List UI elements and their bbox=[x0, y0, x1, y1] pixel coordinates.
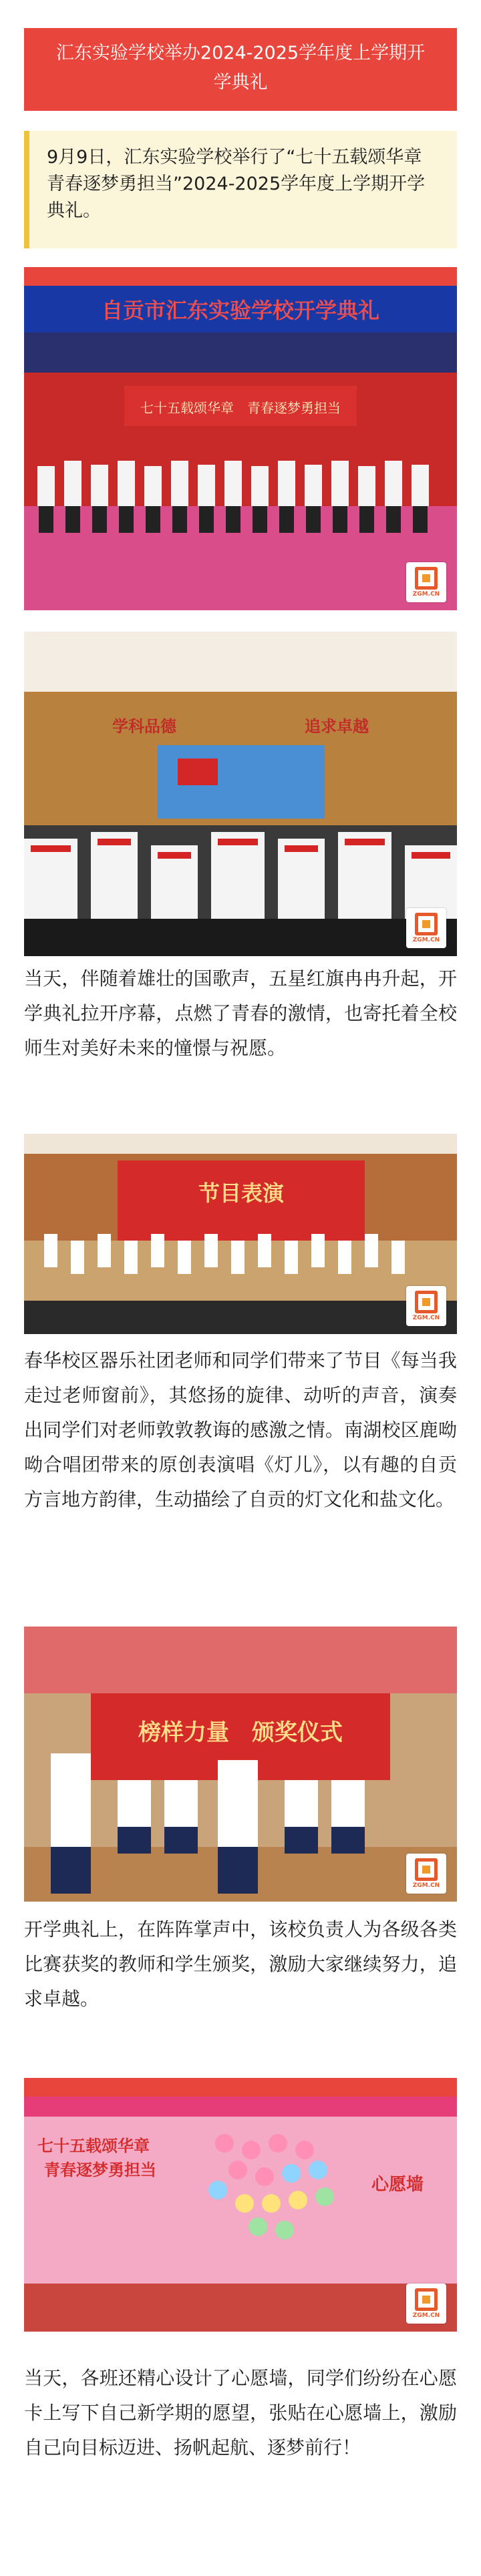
wishwall-photo-svg bbox=[24, 2097, 457, 2332]
hall-photo-svg bbox=[24, 632, 457, 956]
photo-top-bar bbox=[24, 2078, 457, 2097]
stage-photo-svg bbox=[24, 286, 457, 610]
photo-flag-salute bbox=[24, 632, 457, 956]
awards-photo-svg bbox=[24, 1627, 457, 1902]
paragraph-anthem: 当天，伴随着雄壮的国歌声，五星红旗冉冉升起，开学典礼拉开序幕，点燃了青春的激情，也寄托着全校师生对美好未来的憧憬与祝愿。 bbox=[24, 968, 457, 1059]
board-title-1: 七十五载颂华章 bbox=[37, 2137, 150, 2155]
watermark-logo: ZGM.CN bbox=[406, 1854, 446, 1894]
photo-top-bar bbox=[24, 267, 457, 286]
performance-photo-svg bbox=[24, 1134, 457, 1334]
screen-text: 榜样力量 颁奖仪式 bbox=[138, 1719, 343, 1746]
watermark-logo: ZGM.CN bbox=[406, 562, 446, 602]
article-title: 汇东实验学校举办2024-2025学年度上学期开学典礼 bbox=[24, 28, 457, 111]
photo-wish-wall bbox=[24, 2097, 457, 2332]
board-title-2: 青春逐梦勇担当 bbox=[44, 2161, 156, 2179]
paragraph-awards: 开学典礼上，在阵阵掌声中，该校负责人为各级各类比赛获奖的教师和学生颁奖，激励大家继续努力，追求卓越。 bbox=[24, 1918, 457, 2010]
banner-text: 自贡市汇东实验学校开学典礼 bbox=[101, 298, 380, 323]
wall-left-text: 学科品德 bbox=[112, 717, 176, 736]
paragraph-performance: 春华校区器乐社团老师和同学们带来了节目《每当我走过老师窗前》，其悠扬的旋律、动听的声音，演奏出同学们对老师敦敦教诲的感激之情。南湖校区鹿呦呦合唱团带来的原创表演唱《灯儿》，以有趣的自贡方言地方韵律，生动描绘了自贡的灯文化和盐文化。 bbox=[24, 1349, 457, 1510]
photo-awards bbox=[24, 1627, 457, 1902]
screen-text: 节目表演 bbox=[198, 1180, 285, 1206]
photo-stage-ceremony bbox=[24, 286, 457, 610]
watermark-logo: ZGM.CN bbox=[406, 908, 446, 948]
watermark-logo: ZGM.CN bbox=[406, 2284, 446, 2324]
screen-text: 七十五载颂华章 青春逐梦勇担当 bbox=[140, 400, 341, 416]
watermark-logo: ZGM.CN bbox=[406, 1286, 446, 1326]
photo-performance bbox=[24, 1134, 457, 1334]
wall-right-text: 追求卓越 bbox=[305, 717, 369, 736]
board-right-text: 心愿墙 bbox=[371, 2175, 424, 2195]
paragraph-wish-wall: 当天，各班还精心设计了心愿墙，同学们纷纷在心愿卡上写下自己新学期的愿望，张贴在心愿墙上，激励自己向目标迈进、扬帆起航、逐梦前行！ bbox=[24, 2367, 457, 2458]
intro-callout: 9月9日，汇东实验学校举行了“七十五载颂华章 青春逐梦勇担当”2024-2025学年度上学期开学典礼。 bbox=[24, 131, 457, 248]
